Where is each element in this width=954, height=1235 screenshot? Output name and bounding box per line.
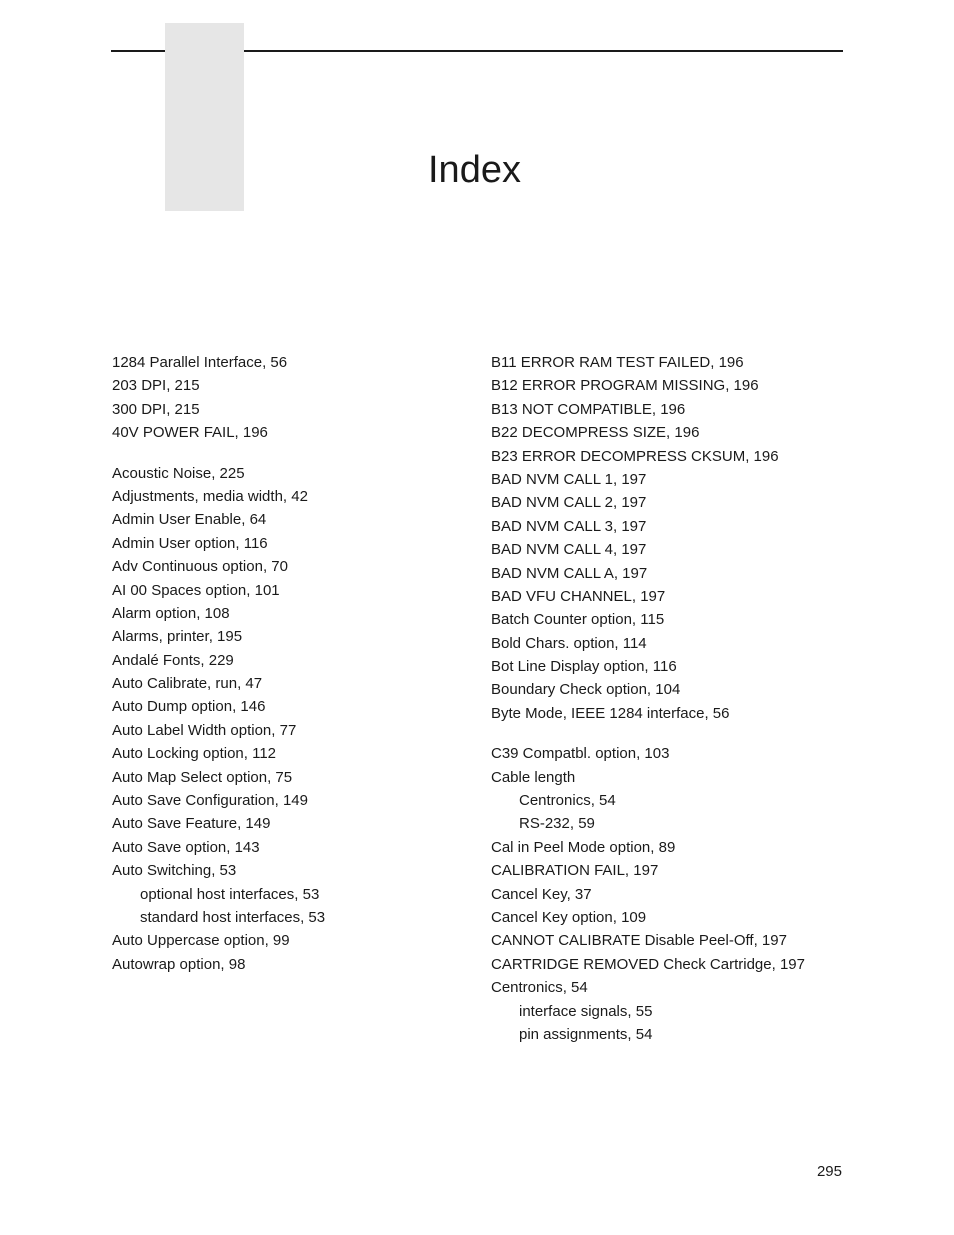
index-entry: Autowrap option, 98	[112, 955, 246, 973]
index-entry: Auto Label Width option, 77	[112, 721, 297, 739]
header-rule-right	[244, 50, 843, 52]
index-entry: Auto Switching, 53	[112, 862, 237, 880]
index-entry: 40V POWER FAIL, 196	[112, 424, 268, 442]
index-column-right	[491, 351, 851, 1046]
index-entry: Auto Save Feature, 149	[112, 815, 271, 833]
index-entry: Cancel Key, 37	[491, 885, 592, 903]
index-entry: Adjustments, media width, 42	[112, 487, 308, 505]
index-group	[112, 462, 472, 977]
index-entry: BAD NVM CALL 4, 197	[491, 541, 647, 559]
index-entry: Auto Save Configuration, 149	[112, 792, 308, 810]
index-entry: Alarms, printer, 195	[112, 628, 243, 646]
index-entry: CANNOT CALIBRATE Disable Peel-Off, 197	[491, 932, 787, 950]
index-entry: Acoustic Noise, 225	[112, 464, 245, 482]
index-subentry: Centronics, 54	[519, 792, 616, 810]
index-entry: Bold Chars. option, 114	[491, 634, 647, 652]
index-entry: Auto Dump option, 146	[112, 698, 266, 716]
index-subentry: optional host interfaces, 53	[140, 885, 320, 903]
index-subentry: RS-232, 59	[519, 815, 595, 833]
index-entry: Admin User option, 116	[112, 534, 268, 552]
chapter-tab-block	[165, 23, 244, 211]
index-entry: Batch Counter option, 115	[491, 611, 665, 629]
index-entry: B22 DECOMPRESS SIZE, 196	[491, 424, 700, 442]
index-entry: Cable length	[491, 768, 576, 786]
index-subentry: pin assignments, 54	[519, 1025, 653, 1043]
index-group	[491, 351, 851, 725]
index-entry: CALIBRATION FAIL, 197	[491, 862, 659, 880]
page-number: 295	[816, 1163, 842, 1180]
index-entry: BAD NVM CALL A, 197	[491, 564, 648, 582]
index-column-left	[112, 351, 472, 976]
index-entry: Auto Uppercase option, 99	[112, 932, 290, 950]
index-entry: Byte Mode, IEEE 1284 interface, 56	[491, 704, 730, 722]
index-entry: BAD VFU CHANNEL, 197	[491, 587, 666, 605]
index-entry: Adv Continuous option, 70	[112, 558, 288, 576]
index-entry: C39 Compatbl. option, 103	[491, 745, 670, 763]
index-entry: 300 DPI, 215	[112, 400, 200, 418]
index-entry: BAD NVM CALL 2, 197	[491, 494, 647, 512]
index-entry: Auto Save option, 143	[112, 838, 260, 856]
header-rule-left	[111, 50, 165, 52]
index-entry: CARTRIDGE REMOVED Check Cartridge, 197	[491, 955, 805, 973]
index-entry: 1284 Parallel Interface, 56	[112, 354, 288, 371]
index-entry: Cancel Key option, 109	[491, 908, 647, 926]
index-group	[112, 351, 472, 445]
index-entry: Cal in Peel Mode option, 89	[491, 838, 676, 856]
index-entry: B11 ERROR RAM TEST FAILED, 196	[491, 354, 744, 371]
index-entry: Bot Line Display option, 116	[491, 658, 677, 676]
index-entry: Auto Calibrate, run, 47	[112, 675, 263, 693]
index-entry: B13 NOT COMPATIBLE, 196	[491, 400, 686, 418]
index-group	[491, 742, 851, 1046]
page-title: Index	[428, 149, 521, 191]
index-entry: Auto Locking option, 112	[112, 745, 277, 763]
index-entry: Boundary Check option, 104	[491, 681, 681, 699]
index-entry: BAD NVM CALL 3, 197	[491, 517, 647, 535]
index-entry: Andalé Fonts, 229	[112, 651, 234, 669]
index-entry: Auto Map Select option, 75	[112, 768, 293, 786]
index-entry: 203 DPI, 215	[112, 377, 200, 395]
index-subentry: standard host interfaces, 53	[140, 908, 326, 926]
index-entry: B12 ERROR PROGRAM MISSING, 196	[491, 377, 759, 395]
index-subentry: interface signals, 55	[519, 1002, 653, 1020]
index-entry: B23 ERROR DECOMPRESS CKSUM, 196	[491, 447, 779, 465]
index-entry: Alarm option, 108	[112, 604, 230, 622]
index-entry: BAD NVM CALL 1, 197	[491, 470, 647, 488]
index-entry: AI 00 Spaces option, 101	[112, 581, 280, 599]
index-entry: Admin User Enable, 64	[112, 511, 267, 529]
index-entry: Centronics, 54	[491, 979, 588, 997]
